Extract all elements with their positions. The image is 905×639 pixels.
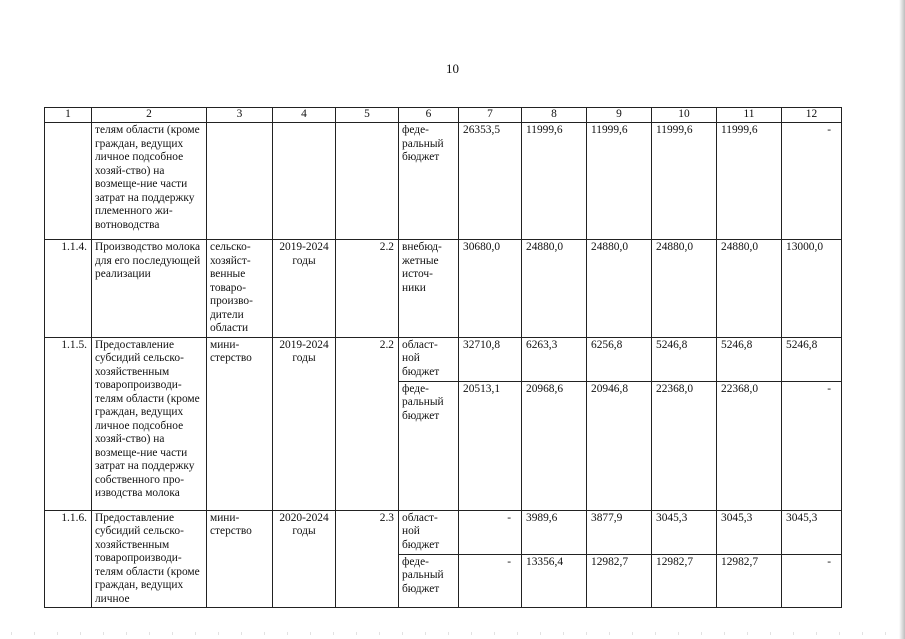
event-name-cell: Предоставление субсидий сельско-хозяйственным товаропроизводи-телям области (кроме граждан, ведущих личное <box>92 510 207 608</box>
header-cell: 9 <box>587 108 652 123</box>
value-cell: 5246,8 <box>782 337 842 381</box>
value-cell: 24880,0 <box>652 240 717 338</box>
value-cell: 22368,0 <box>717 381 782 510</box>
executor-cell <box>207 123 273 240</box>
header-cell: 6 <box>399 108 459 123</box>
value-cell: 13356,4 <box>522 554 587 607</box>
executor-cell: мини-стерство <box>207 510 273 608</box>
value-cell: - <box>459 510 522 554</box>
header-cell: 1 <box>45 108 92 123</box>
value-cell: 6263,3 <box>522 337 587 381</box>
indicator-cell: 2.2 <box>336 337 399 510</box>
table-row <box>45 240 842 338</box>
event-name-cell: Производство молока для его последующей реализации <box>92 240 207 338</box>
period-cell <box>273 123 336 240</box>
value-cell: 12982,7 <box>652 554 717 607</box>
value-cell: 22368,0 <box>652 381 717 510</box>
scan-edge <box>899 0 905 639</box>
value-cell: 11999,6 <box>652 123 717 240</box>
value-cell: 32710,8 <box>459 337 522 381</box>
scan-artifact <box>0 632 905 635</box>
value-cell: - <box>782 554 842 607</box>
value-cell: 12982,7 <box>587 554 652 607</box>
value-cell: 5246,8 <box>717 337 782 381</box>
value-cell: 5246,8 <box>652 337 717 381</box>
table-row <box>45 123 842 240</box>
page-number: 10 <box>446 61 459 76</box>
funding-source-cell: феде-ральный бюджет <box>399 554 459 607</box>
value-cell: 3045,3 <box>717 510 782 554</box>
value-cell: 30680,0 <box>459 240 522 338</box>
table-row <box>45 337 842 381</box>
value-cell: - <box>782 123 842 240</box>
funding-source-cell: област-ной бюджет <box>399 510 459 554</box>
executor-cell: мини-стерство <box>207 337 273 510</box>
funding-source-cell: феде-ральный бюджет <box>399 381 459 510</box>
value-cell: 3877,9 <box>587 510 652 554</box>
row-index-cell: 1.1.5. <box>45 337 92 510</box>
value-cell: 24880,0 <box>522 240 587 338</box>
value-cell: - <box>459 554 522 607</box>
period-cell: 2019-2024 годы <box>273 240 336 338</box>
value-cell: 11999,6 <box>522 123 587 240</box>
value-cell: 11999,6 <box>717 123 782 240</box>
value-cell: 20513,1 <box>459 381 522 510</box>
table-header <box>45 108 842 123</box>
value-cell: 3045,3 <box>652 510 717 554</box>
value-cell: 6256,8 <box>587 337 652 381</box>
indicator-cell: 2.2 <box>336 240 399 338</box>
funding-source-cell: внебюд-жетные источ-ники <box>399 240 459 338</box>
row-index-cell: 1.1.6. <box>45 510 92 608</box>
header-cell: 7 <box>459 108 522 123</box>
funding-source-cell: област-ной бюджет <box>399 337 459 381</box>
table-row <box>45 510 842 554</box>
executor-cell: сельско-хозяйст-венные товаро-произво-дители области <box>207 240 273 338</box>
header-cell: 12 <box>782 108 842 123</box>
indicator-cell: 2.3 <box>336 510 399 608</box>
period-cell: 2020-2024 годы <box>273 510 336 608</box>
row-index-cell <box>45 123 92 240</box>
event-name-cell: Предоставление субсидий сельско-хозяйственным товаропроизводи-телям области (кроме граждан, ведущих личное подсобное хозяй-ство) на возмеще-ние части затрат на поддержку собственного про-изводства молока <box>92 337 207 510</box>
value-cell: 12982,7 <box>717 554 782 607</box>
value-cell: - <box>782 381 842 510</box>
funding-source-cell: феде-ральный бюджет <box>399 123 459 240</box>
header-cell: 11 <box>717 108 782 123</box>
period-cell: 2019-2024 годы <box>273 337 336 510</box>
data-table <box>44 107 842 608</box>
value-cell: 20946,8 <box>587 381 652 510</box>
header-cell: 5 <box>336 108 399 123</box>
event-name-cell: телям области (кроме граждан, ведущих личное подсобное хозяй-ство) на возмеще-ние части затрат на поддержку племенного жи-вотноводства <box>92 123 207 240</box>
header-cell: 10 <box>652 108 717 123</box>
value-cell: 13000,0 <box>782 240 842 338</box>
value-cell: 3989,6 <box>522 510 587 554</box>
value-cell: 24880,0 <box>717 240 782 338</box>
row-index-cell: 1.1.4. <box>45 240 92 338</box>
value-cell: 3045,3 <box>782 510 842 554</box>
header-cell: 2 <box>92 108 207 123</box>
header-cell: 8 <box>522 108 587 123</box>
value-cell: 11999,6 <box>587 123 652 240</box>
value-cell: 24880,0 <box>587 240 652 338</box>
value-cell: 26353,5 <box>459 123 522 240</box>
indicator-cell <box>336 123 399 240</box>
header-cell: 4 <box>273 108 336 123</box>
header-cell: 3 <box>207 108 273 123</box>
value-cell: 20968,6 <box>522 381 587 510</box>
